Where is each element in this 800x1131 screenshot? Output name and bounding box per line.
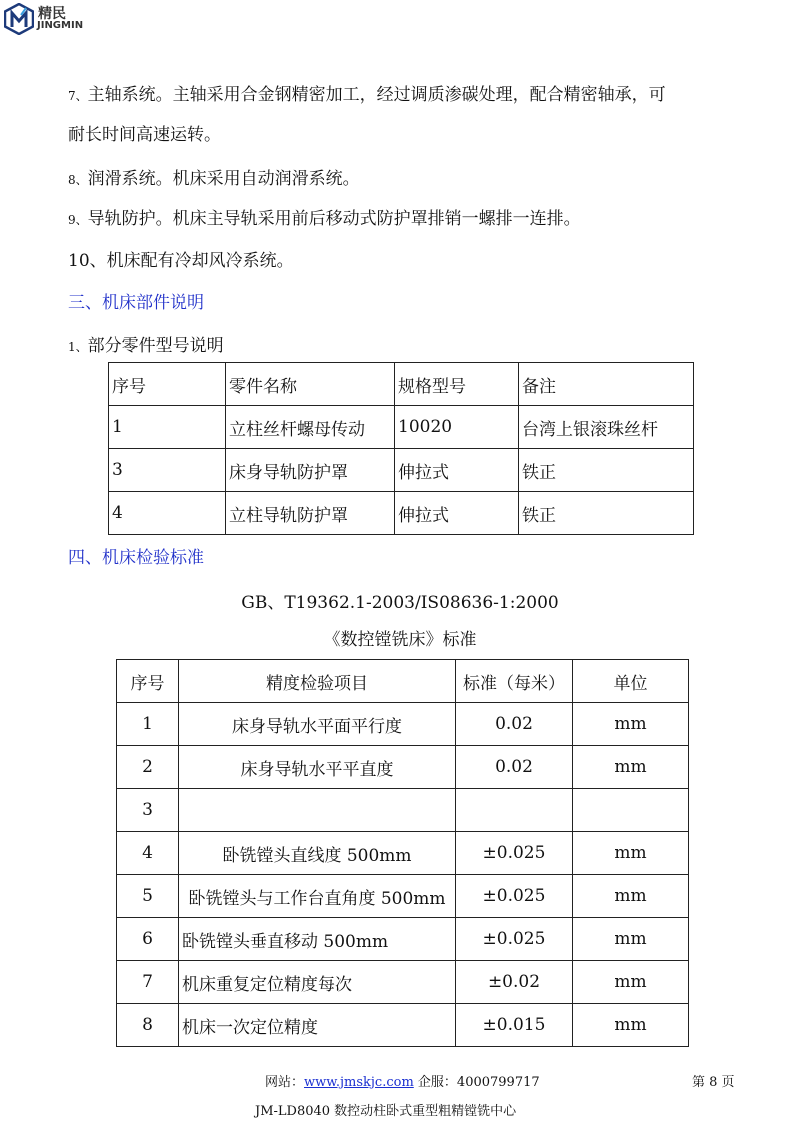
table-cell: 0.02 xyxy=(456,703,573,746)
table-cell xyxy=(573,789,689,832)
table-cell: 零件名称 xyxy=(226,363,395,406)
website-link[interactable]: www.jmskjc.com xyxy=(304,1075,414,1090)
table-cell: 立柱导轨防护罩 xyxy=(226,492,395,535)
paragraph: 8、润滑系统。机床采用自动润滑系统。 xyxy=(68,169,360,189)
table-cell: 卧铣镗头垂直移动 500mm xyxy=(179,918,456,961)
table-cell: 机床重复定位精度每次 xyxy=(179,961,456,1004)
table-cell: 10020 xyxy=(395,406,519,449)
table-cell: 台湾上银滚珠丝杆 xyxy=(519,406,694,449)
standard-code: GB、T19362.1-2003/IS08636-1:2000 xyxy=(241,593,559,613)
table-cell: ±0.015 xyxy=(456,1004,573,1047)
parts-table xyxy=(108,362,694,535)
table-cell: 6 xyxy=(117,918,179,961)
table-cell: 序号 xyxy=(117,660,179,703)
table-cell: mm xyxy=(573,1004,689,1047)
table-row xyxy=(117,961,689,1004)
table-row xyxy=(117,703,689,746)
page-number: 第 8 页 xyxy=(692,1075,735,1090)
table-cell: 铁正 xyxy=(519,449,694,492)
table-cell: 床身导轨防护罩 xyxy=(226,449,395,492)
table-row xyxy=(109,449,694,492)
table-cell: 4 xyxy=(109,492,226,535)
footer-contact: 网站：www.jmskjc.com 企服：4000799717 xyxy=(265,1075,540,1090)
table-row xyxy=(117,918,689,961)
table-cell: 8 xyxy=(117,1004,179,1047)
table-cell: ±0.025 xyxy=(456,875,573,918)
table-cell: mm xyxy=(573,875,689,918)
table-cell: 3 xyxy=(117,789,179,832)
table-cell: 备注 xyxy=(519,363,694,406)
table-cell: mm xyxy=(573,832,689,875)
table-cell: 伸拉式 xyxy=(395,449,519,492)
table-row xyxy=(109,406,694,449)
table-header-row xyxy=(109,363,694,406)
section-heading: 三、机床部件说明 xyxy=(68,293,204,313)
table-cell: 铁正 xyxy=(519,492,694,535)
table-cell: 机床一次定位精度 xyxy=(179,1004,456,1047)
table-cell: mm xyxy=(573,961,689,1004)
table-cell: 1 xyxy=(117,703,179,746)
paragraph: 耐长时间高速运转。 xyxy=(68,125,221,145)
table-cell: 序号 xyxy=(109,363,226,406)
table-cell: mm xyxy=(573,703,689,746)
table-cell: 标准（每米） xyxy=(456,660,573,703)
table-cell: ±0.025 xyxy=(456,832,573,875)
table-cell: 床身导轨水平平直度 xyxy=(179,746,456,789)
logo-hexagon-icon xyxy=(4,3,34,35)
table-cell: 7 xyxy=(117,961,179,1004)
table-row xyxy=(117,1004,689,1047)
table-cell: 5 xyxy=(117,875,179,918)
table-cell: 精度检验项目 xyxy=(179,660,456,703)
paragraph: 9、导轨防护。机床主导轨采用前后移动式防护罩排销一螺排一连排。 xyxy=(68,209,581,229)
table-cell: 2 xyxy=(117,746,179,789)
table-row xyxy=(117,746,689,789)
table-cell: mm xyxy=(573,918,689,961)
paragraph: 7、主轴系统。主轴采用合金钢精密加工，经过调质渗碳处理，配合精密轴承，可 xyxy=(68,85,666,105)
table-cell: 4 xyxy=(117,832,179,875)
table-cell: 卧铣镗头直线度 500mm xyxy=(179,832,456,875)
table-cell: 单位 xyxy=(573,660,689,703)
table-row xyxy=(117,875,689,918)
table-cell: ±0.025 xyxy=(456,918,573,961)
logo xyxy=(4,3,84,39)
table-cell: ±0.02 xyxy=(456,961,573,1004)
table-cell: 1 xyxy=(109,406,226,449)
table-cell: 0.02 xyxy=(456,746,573,789)
table-cell: 立柱丝杆螺母传动 xyxy=(226,406,395,449)
table-cell: 卧铣镗头与工作台直角度 500mm xyxy=(179,875,456,918)
table-cell: 3 xyxy=(109,449,226,492)
table-row xyxy=(109,492,694,535)
paragraph: 10、机床配有冷却风冷系统。 xyxy=(68,251,294,271)
footer-model: JM-LD8040 数控动柱卧式重型粗精镗铣中心 xyxy=(255,1104,517,1119)
table-row xyxy=(117,832,689,875)
table-cell: 伸拉式 xyxy=(395,492,519,535)
table-cell xyxy=(456,789,573,832)
sub-heading: 1、部分零件型号说明 xyxy=(68,336,224,356)
table-cell: 规格型号 xyxy=(395,363,519,406)
logo-cn: 精民 xyxy=(38,6,66,22)
table-header-row xyxy=(117,660,689,703)
inspection-table xyxy=(116,659,689,1047)
table-cell: 床身导轨水平面平行度 xyxy=(179,703,456,746)
logo-en: JINGMIN xyxy=(37,20,84,31)
table-row xyxy=(117,789,689,832)
section-heading: 四、机床检验标准 xyxy=(68,548,204,568)
table-caption: 《数控镗铣床》标准 xyxy=(323,630,477,650)
table-cell: mm xyxy=(573,746,689,789)
table-cell xyxy=(179,789,456,832)
